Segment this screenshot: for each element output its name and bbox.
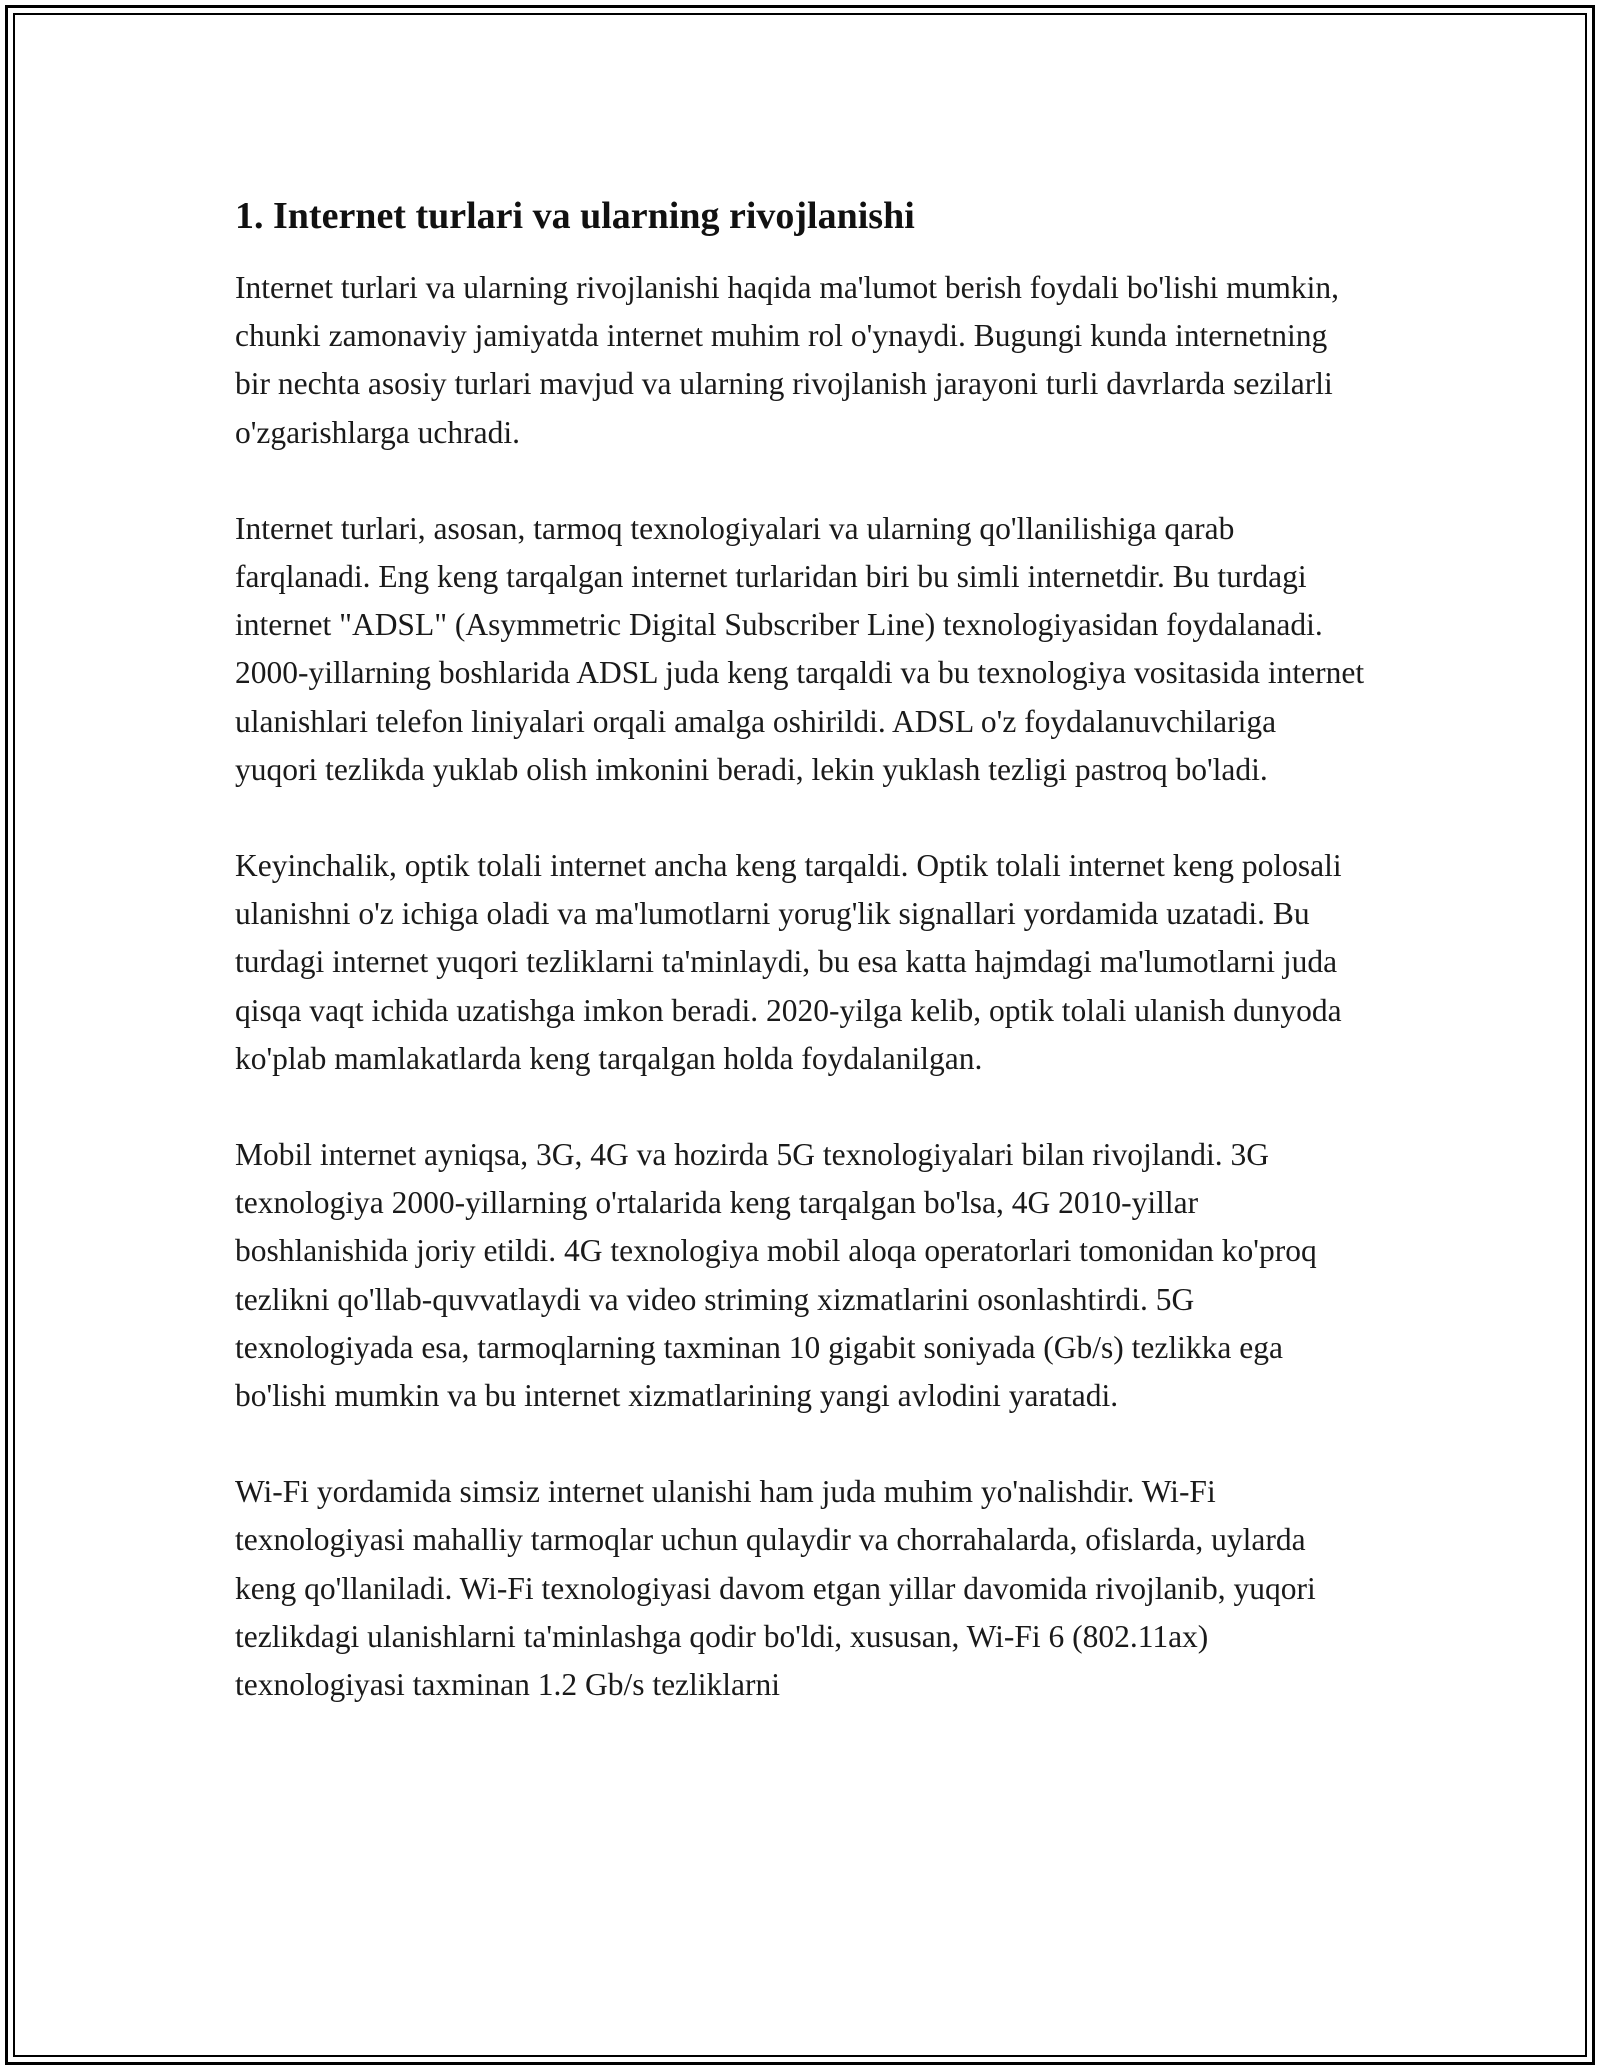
paragraph-wired-adsl: Internet turlari, asosan, tarmoq texnologiyalari va ularning qo'llanilishiga qarab farqlanadi. Eng keng tarqalgan internet turlaridan biri bu simli internetdir. Bu turdagi internet "ADSL" (Asymmetric Digital Subscriber Line) texnologiyasidan foydalanadi. 2000-yillarning boshlarida ADSL juda keng tarqaldi va bu texnologiya vositasida internet ulanishlari telefon liniyalari orqali amalga oshirildi. ADSL o'z foydalanuvchilariga yuqori tezlikda yuklab olish imkonini beradi, lekin yuklash tezligi pastroq bo'ladi.	[235, 510, 1365, 787]
paragraph-wifi: Wi-Fi yordamida simsiz internet ulanishi ham juda muhim yo'nalishdir. Wi-Fi texnologiyasi mahalliy tarmoqlar uchun qulaydir va chorrahalarda, ofislarda, uylarda keng qo'llaniladi. Wi-Fi texnologiyasi davom etgan yillar davomida rivojlanib, yuqori tezlikdagi ulanishlarni ta'minlashga qodir bo'ldi, xususan, Wi-Fi 6 (802.11ax) texnologiyasi taxminan 1.2 Gb/s tezliklarni	[235, 1474, 1316, 1703]
paragraph-optical-fiber: Keyinchalik, optik tolali internet ancha keng tarqaldi. Optik tolali internet keng polosali ulanishni o'z ichiga oladi va ma'lumotlarni yorug'lik signallari yordamida uzatadi. Bu turdagi internet yuqori tezliklarni ta'minlaydi, bu esa katta hajmdagi ma'lumotlarni juda qisqa vaqt ichida uzatishga imkon beradi. 2020-yilga kelib, optik tolali ulanish dunyoda ko'plab mamlakatlarda keng tarqalgan holda foydalanilgan.	[235, 848, 1342, 1076]
document-body	[235, 186, 1365, 1709]
paragraph-intro: Internet turlari va ularning rivojlanishi haqida ma'lumot berish foydali bo'lishi mumkin, chunki zamonaviy jamiyatda internet muhim rol o'ynaydi. Bugungi kunda internetning bir nechta asosiy turlari mavjud va ularning rivojlanish jarayoni turli davrlarda sezilarli o'zgarishlarga uchradi.	[235, 270, 1340, 450]
section-heading: 1. Internet turlari va ularning rivojlanishi	[235, 195, 915, 237]
paragraph-mobile-internet: Mobil internet ayniqsa, 3G, 4G va hozirda 5G texnologiyalari bilan rivojlandi. 3G texnologiya 2000-yillarning o'rtalarida keng tarqalgan bo'lsa, 4G 2010-yillar boshlanishida joriy etildi. 4G texnologiya mobil aloqa operatorlari tomonidan ko'proq tezlikni qo'llab-quvvatlaydi va video striming xizmatlarini osonlashtirdi. 5G texnologiyada esa, tarmoqlarning taxminan 10 gigabit soniyada (Gb/s) tezlikka ega bo'lishi mumkin va bu internet xizmatlarining yangi avlodini yaratadi.	[235, 1137, 1317, 1414]
